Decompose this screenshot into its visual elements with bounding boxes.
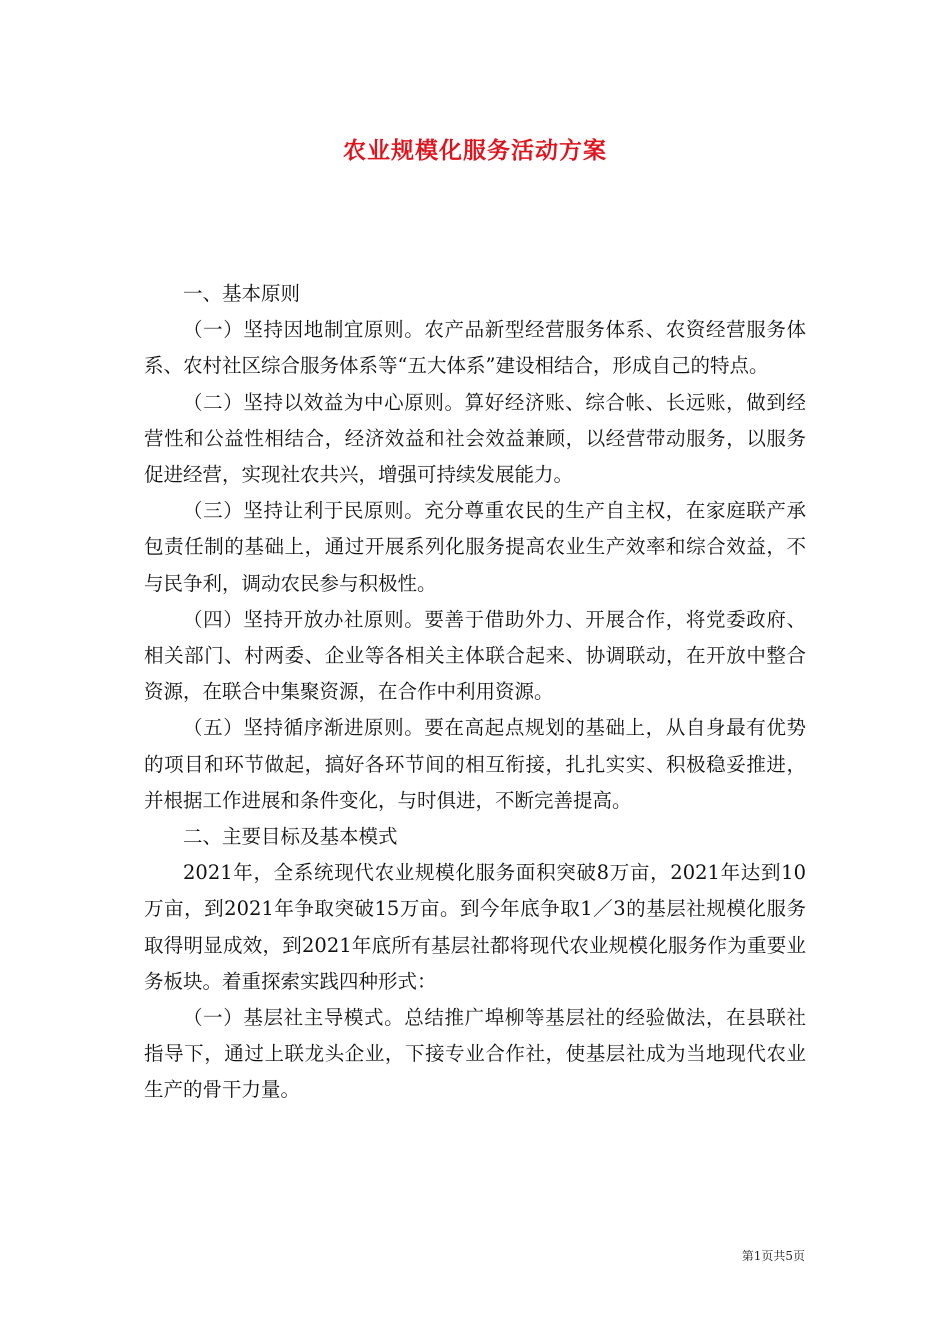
paragraph: （一）坚持因地制宜原则。农产品新型经营服务体系、农资经营服务体系、农村社区综合服务体系等“五大体系”建设相结合，形成自己的特点。: [144, 318, 806, 378]
page-number: 第1页共5页: [741, 1249, 805, 1263]
section-heading: 一、基本原则: [183, 282, 301, 305]
document-title: 农业规模化服务活动方案: [343, 137, 607, 164]
paragraph: （三）坚持让利于民原则。充分尊重农民的生产自主权，在家庭联产承包责任制的基础上，通过开展系列化服务提高农业生产效率和综合效益，不与民争利，调动农民参与积极性。: [144, 499, 806, 595]
paragraph: （二）坚持以效益为中心原则。算好经济账、综合帐、长远账，做到经营性和公益性相结合，经济效益和社会效益兼顾，以经营带动服务，以服务促进经营，实现社农共兴，增强可持续发展能力。: [144, 390, 806, 487]
paragraph: 2021年，全系统现代农业规模化服务面积突破8万亩，2021年达到10万亩，到2021年争取突破15万亩。到今年底争取1／3的基层社规模化服务取得明显成效，到2021年底所有基层社都将现代农业规模化服务作为重要业务板块。着重探索实践四种形式：: [144, 861, 806, 993]
document-body: [144, 276, 806, 1109]
paragraph: （五）坚持循序渐进原则。要在高起点规划的基础上，从自身最有优势的项目和环节做起，搞好各环节间的相互衔接，扎扎实实、积极稳妥推进，并根据工作进展和条件变化，与时俱进，不断完善提高。: [144, 716, 806, 812]
paragraph: （一）基层社主导模式。总结推广埠柳等基层社的经验做法，在县联社指导下，通过上联龙头企业，下接专业合作社，使基层社成为当地现代农业生产的骨干力量。: [144, 1006, 806, 1102]
section-heading: 二、主要目标及基本模式: [183, 825, 398, 849]
paragraph: （四）坚持开放办社原则。要善于借助外力、开展合作，将党委政府、相关部门、村两委、企业等各相关主体联合起来、协调联动，在开放中整合资源，在联合中集聚资源，在合作中利用资源。: [144, 607, 806, 704]
